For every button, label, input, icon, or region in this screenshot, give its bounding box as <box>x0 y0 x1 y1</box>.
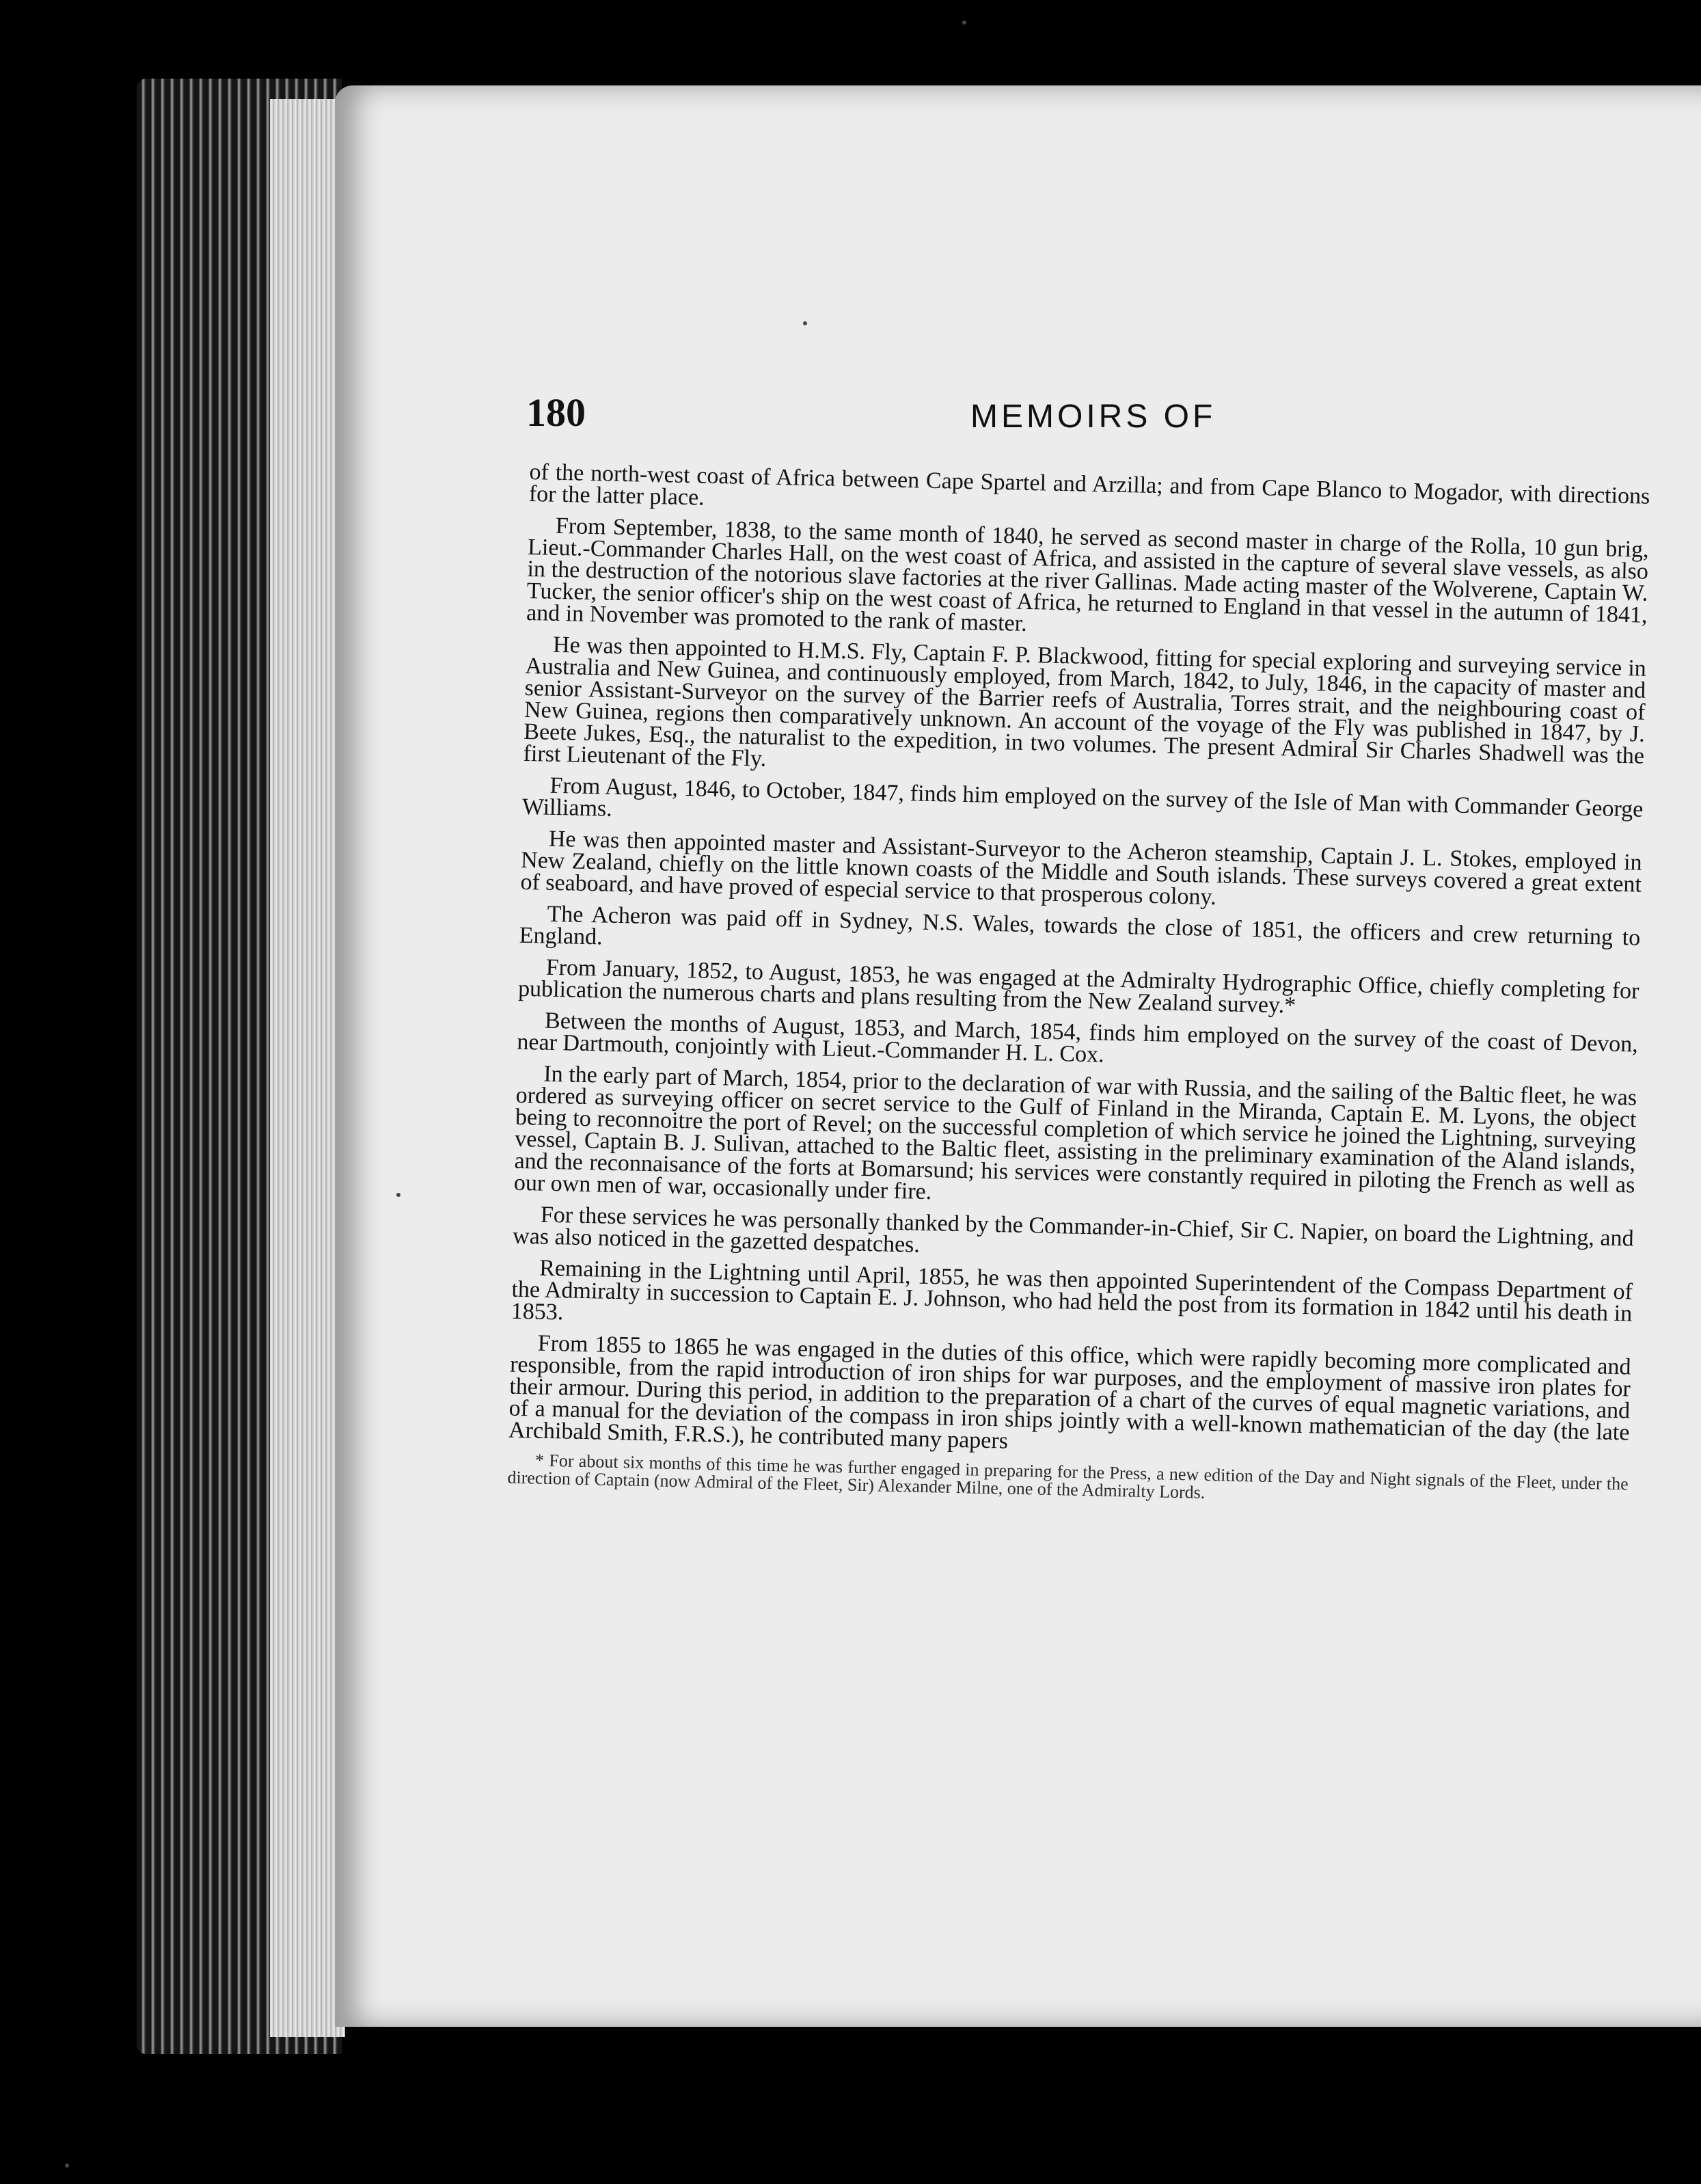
paragraph: In the early part of March, 1854, prior to the declaration of war with Russia, and the sailing of the Baltic fleet, he was ordered as surveying officer on secret service to the Gulf of Finland in the Miranda, Captain E. M. Lyons, the object being to reconnoitre the port of Revel; on the successful completion of which service he joined the Lightning, surveying vessel, Captain B. J. Sulivan, attached to the Baltic fleet, assisting in the preliminary examination of the Aland islands, and the reconnaisance of the forts at Bomarsund; his services were constantly required in piloting the French as well as our own men of war, occasionally under fire. <box>513 1061 1637 1205</box>
scan-speck <box>396 1193 400 1197</box>
scan-speck <box>962 21 966 25</box>
running-head: MEMOIRS OF <box>970 399 1216 435</box>
book-page <box>335 85 1701 2027</box>
book-page-edges-light <box>270 99 345 2037</box>
paragraph: From August, 1846, to October, 1847, finds him employed on the survey of the Isle of Man with Commander George Williams. <box>521 772 1644 822</box>
scan-speck <box>65 2163 69 2168</box>
scan-speck <box>803 321 807 325</box>
body-text <box>507 461 1650 1528</box>
paragraph: From September, 1838, to the same month of 1840, he served as second master in charge of the Rolla, 10 gun brig, Lieut.-Commander Charles Hall, on the west coast of Africa, and assisted in the capture of several slave vessels, as also in the destruction of the notorious slave factories at the river Gallinas. Made acting master of the Wolverene, Captain W. Tucker, the senior officer's ship on the west coast of Africa, he returned to England in that vessel in the autumn of 1841, and in November was promoted to the rank of master. <box>526 513 1649 636</box>
footnote: * For about six months of this time he was further engaged in preparing for the Press, a new edition of the Day and Night signals of the Fleet, under the direction of Captain (now Admiral of the Fleet, Sir) Alexander Milne, one of the Admiralty Lords. <box>507 1450 1629 1502</box>
paragraph: The Acheron was paid off in Sydney, N.S. Wales, towards the close of 1851, the officers and crew returning to England. <box>519 901 1641 951</box>
paragraph: He was then appointed master and Assistant-Surveyor to the Acheron steamship, Captain J. L. Stokes, employed in New Zealand, chiefly on the little known coasts of the Middle and South islands. These surveys covered a great extent of seaboard, and have proved of especial service to that prosperous colony. <box>520 826 1642 911</box>
page-number: 180 <box>526 390 586 435</box>
paragraph: From 1855 to 1865 he was engaged in the duties of this office, which were rapidly becoming more complicated and responsible, from the rapid introduction of iron ships for war purposes, and the employment of massive iron plates for their armour. During this period, in addition to the preparation of a chart of the curves of equal magnetic variations, and of a manual for the deviation of the compass in iron ships jointly with a well-known mathematician of the day (the late Archibald Smith, F.R.S.), he contributed many papers <box>508 1330 1631 1454</box>
paragraph: of the north-west coast of Africa between Cape Spartel and Arzilla; and from Cape Blanco to Mogador, with directions for the latter place. <box>528 459 1650 511</box>
paragraph: Remaining in the Lightning until April, 1855, he was then appointed Superintendent of the Compass Department of the Admiralty in succession to Captain E. J. Johnson, who had held the post from its formation in 1842 until his death in 1853. <box>511 1255 1633 1327</box>
paragraph: For these services he was personally thanked by the Commander-in-Chief, Sir C. Napier, on board the Lightning, and was also noticed in the gazetted despatches. <box>512 1202 1634 1258</box>
paragraph: From January, 1852, to August, 1853, he was engaged at the Admiralty Hydrographic Office, chiefly completing for publication the numerous charts and plans resulting from the New Zealand survey.* <box>517 954 1639 1019</box>
paragraph: He was then appointed to H.M.S. Fly, Captain F. P. Blackwood, fitting for special exploring and surveying service in Australia and New Guinea, and continuously employed, from March, 1842, to July, 1846, in the capacity of master and senior Assistant-Surveyor on the survey of the Barrier reefs of Australia, Torres strait, and the neighbouring coast of New Guinea, regions then comparatively unknown. An account of the voyage of the Fly was published in 1847, by J. Beete Jukes, Esq., the naturalist to the expedition, in two volumes. The present Admiral Sir Charles Shadwell was the first Lieutenant of the Fly. <box>523 632 1647 772</box>
page-header <box>335 390 1701 444</box>
paragraph: Between the months of August, 1853, and March, 1854, finds him employed on the survey of the coast of Devon, near Dartmouth, conjointly with Lieut.-Commander H. L. Cox. <box>517 1008 1639 1068</box>
